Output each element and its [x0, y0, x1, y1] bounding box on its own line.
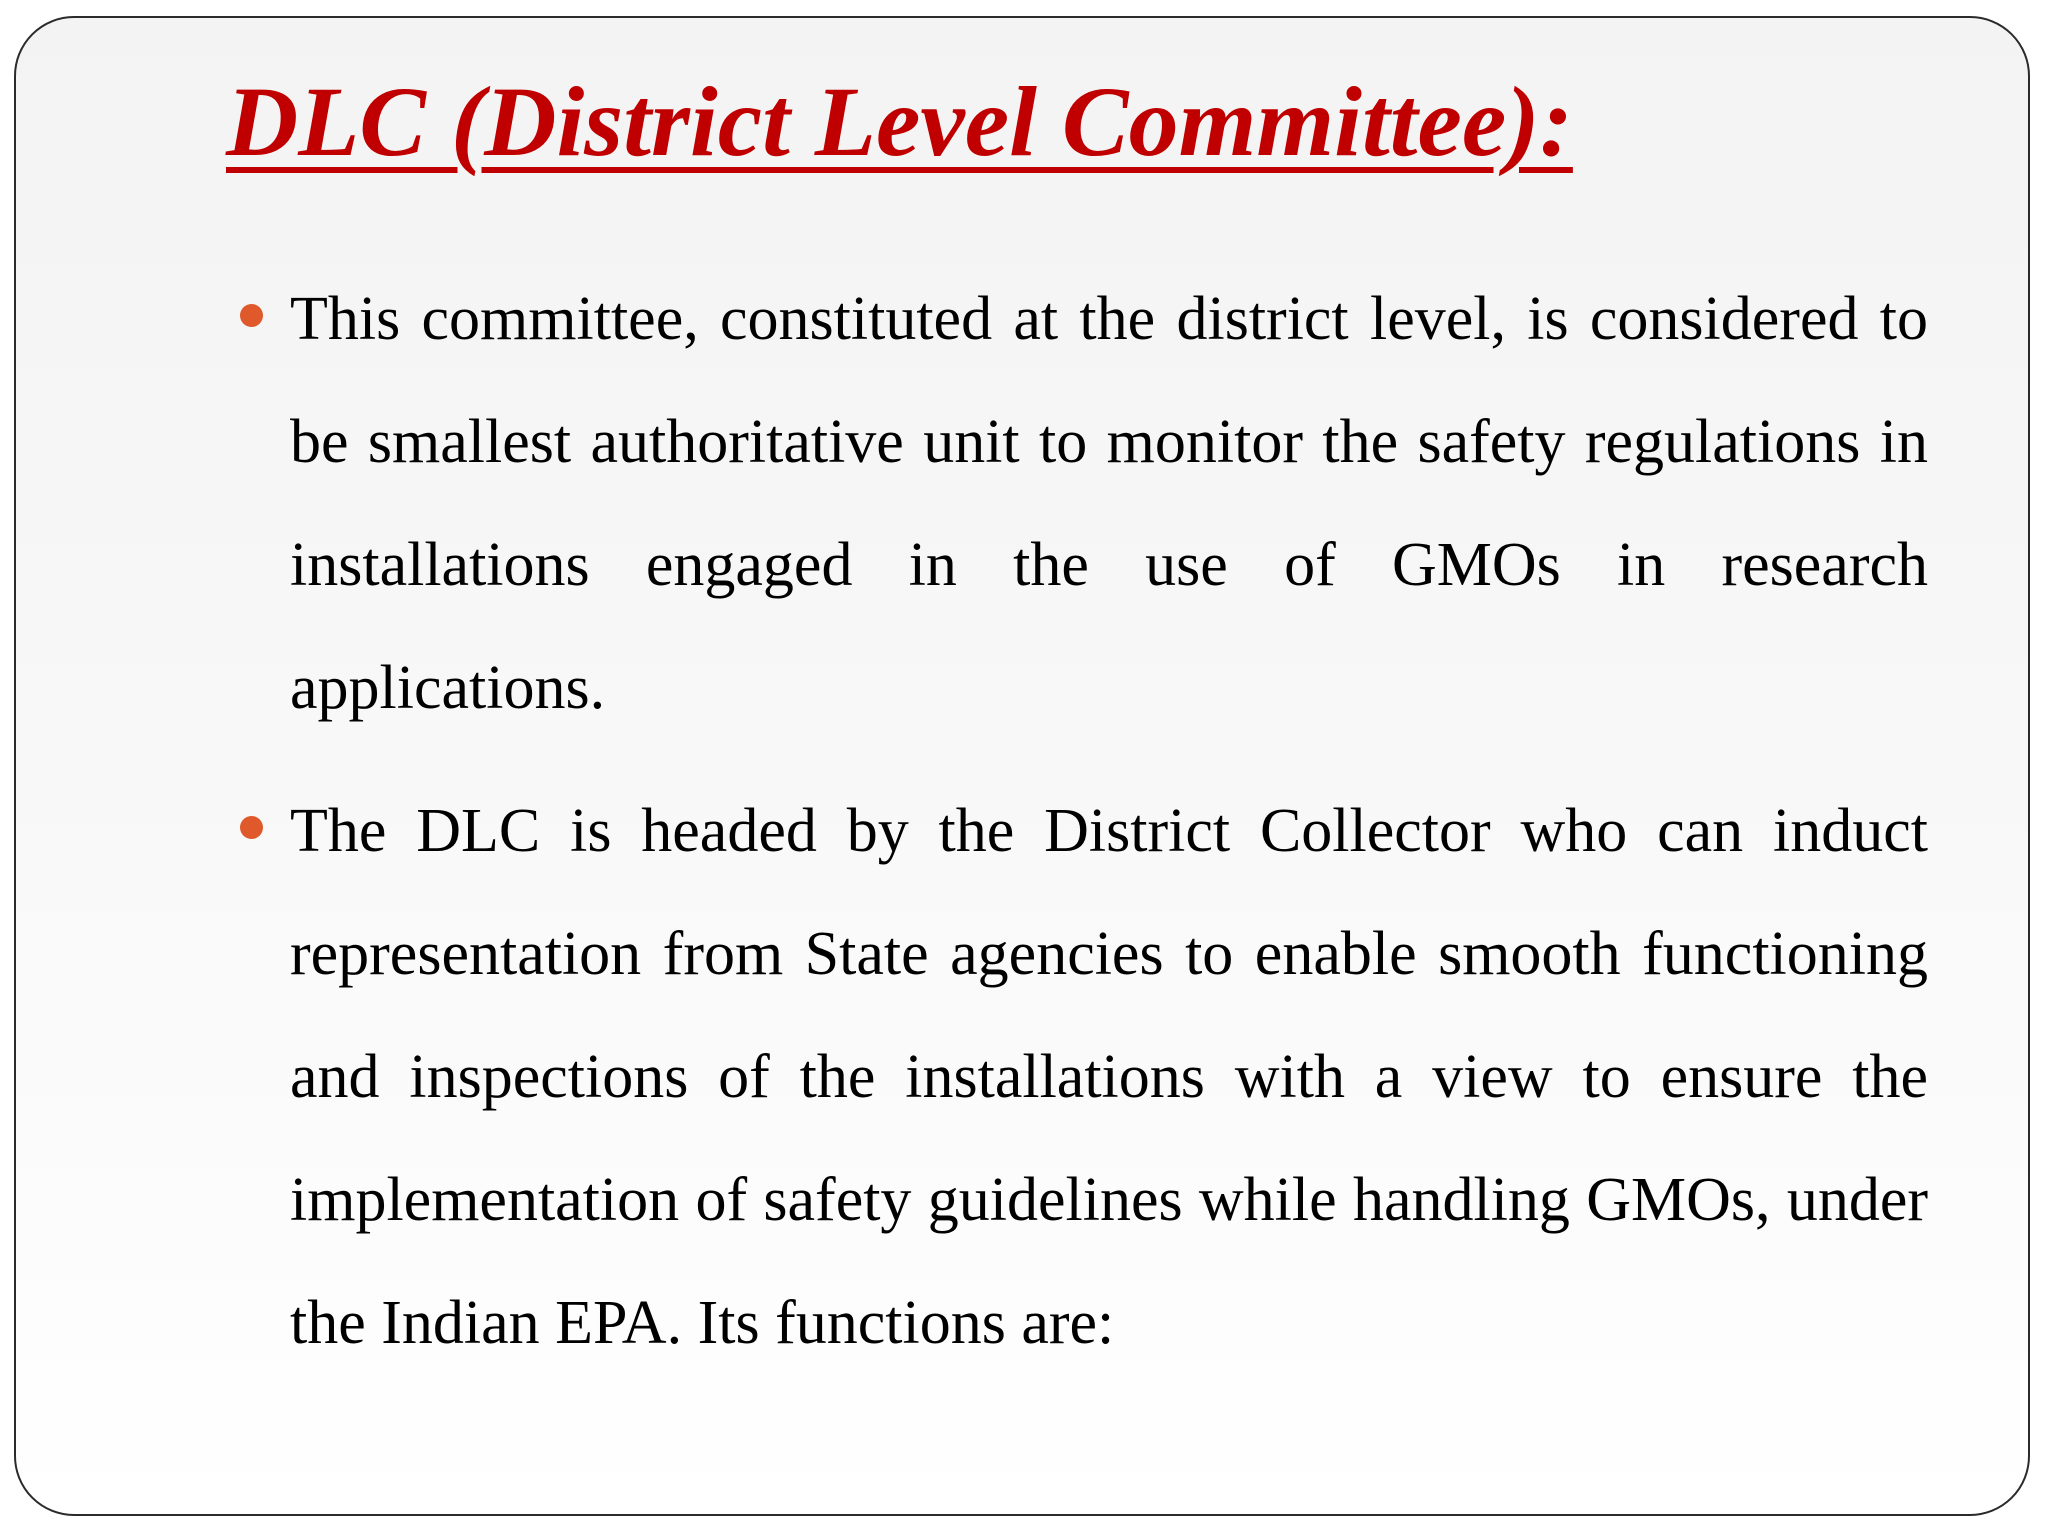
- slide-frame: [14, 16, 2030, 1516]
- bullet-dot-icon: [240, 816, 263, 839]
- slide-title: DLC (District Level Committee):: [226, 66, 1573, 177]
- bullet-item: [290, 258, 1928, 750]
- bullet-dot-icon: [240, 304, 263, 327]
- bullet-list: [290, 258, 1928, 1405]
- bullet-text: This committee, constituted at the district level, is considered to be smallest authoritative unit to monitor the safety regulations in installations engaged in the use of GMOs in research applications.: [290, 285, 1928, 722]
- bullet-item: [290, 770, 1928, 1385]
- bullet-text: The DLC is headed by the District Collector who can induct representation from State agencies to enable smooth functioning and inspections of the installations with a view to ensure the implementation of safety guidelines while handling GMOs, under the Indian EPA. Its functions are:: [290, 797, 1928, 1357]
